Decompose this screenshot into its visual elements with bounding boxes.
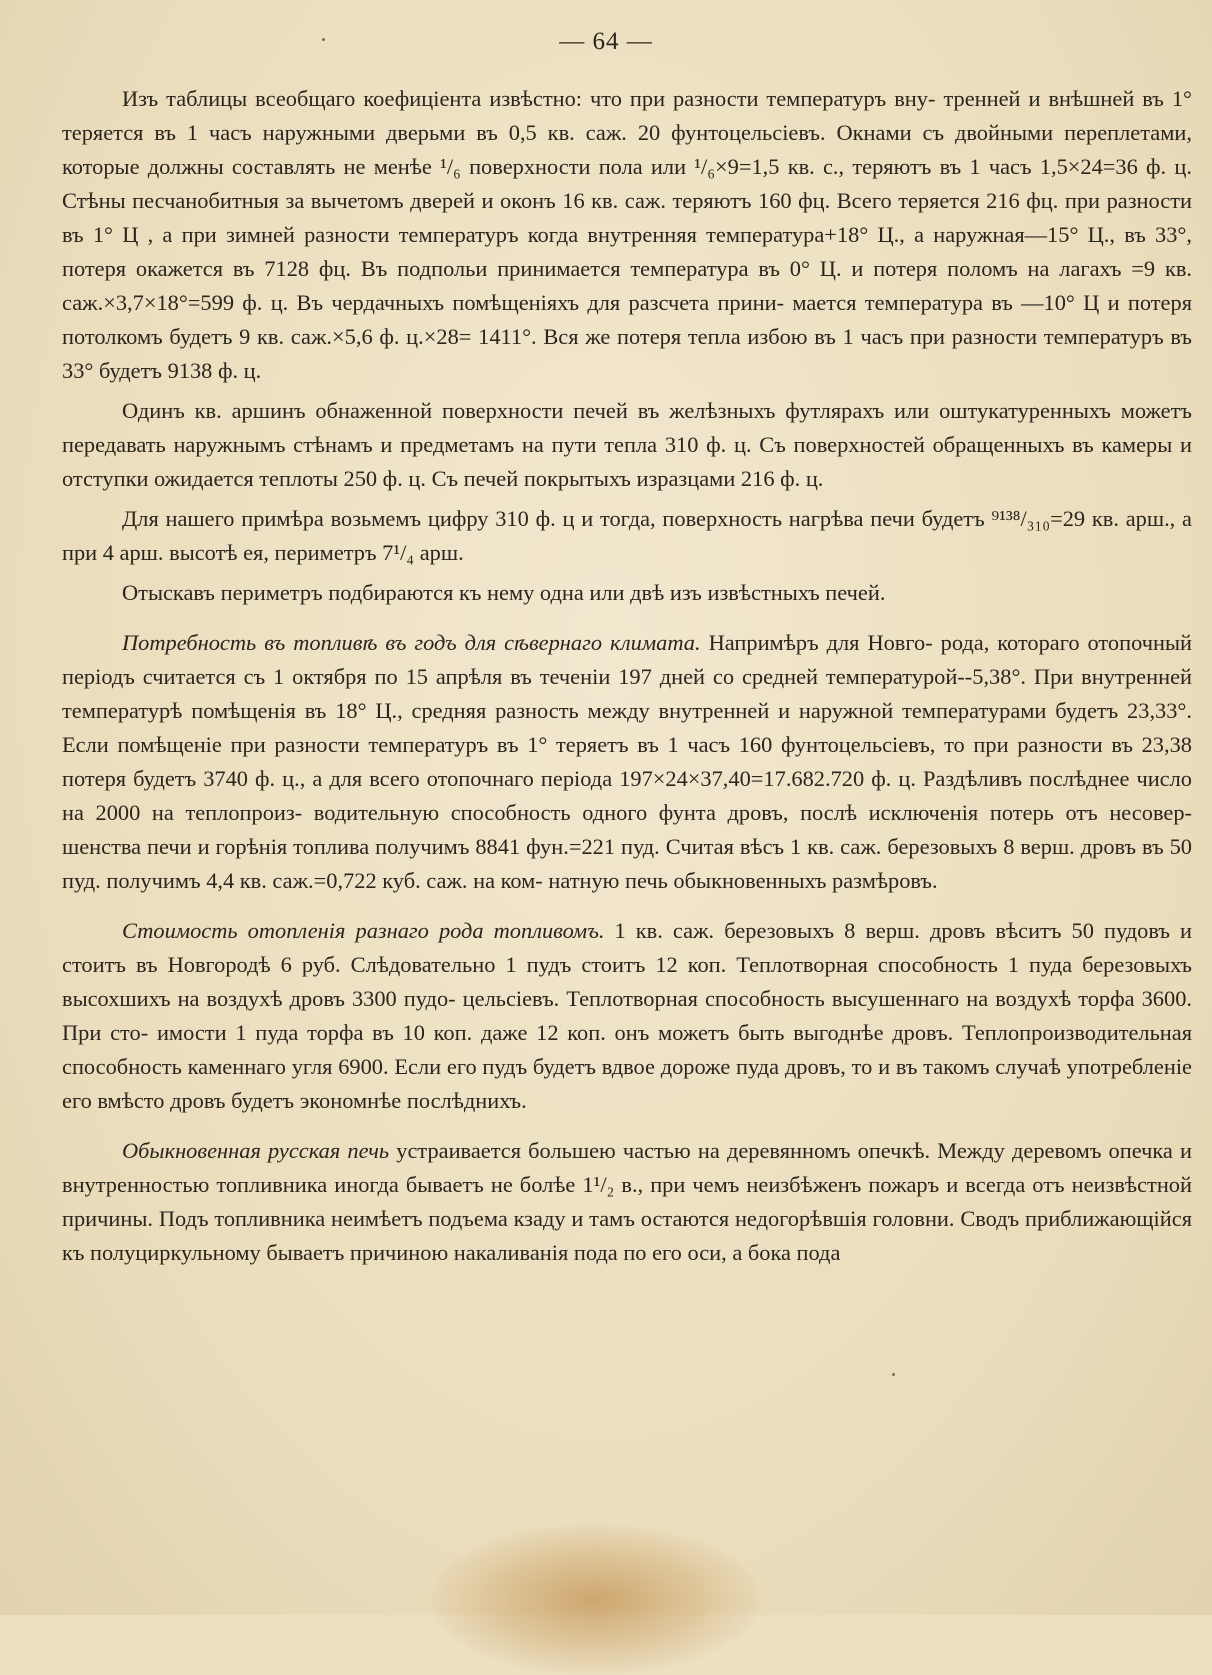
section-heading: Потребность въ топливѣ въ годъ для сѣвернаго климата. xyxy=(122,630,701,655)
paragraph-stove-surface: Одинъ кв. аршинъ обнаженной поверхности печей въ желѣзныхъ футлярахъ или оштукатуренныхъ можетъ передавать наружнымъ стѣнамъ и предметамъ на пути тепла 310 ф. ц. Съ поверхностей обращенныхъ въ камеры и отступки ожидается теплоты 250 ф. ц. Съ печей покрытыхъ изразцами 216 ф. ц. xyxy=(62,398,1192,491)
paragraph-heat-loss: Изъ таблицы всеобщаго коефиціента извѣстно: что при разности температуръ вну- тренней и внѣшней въ 1° теряется въ 1 часъ наружными дверьми въ 0,5 кв. саж. 20 фунтоцельсіевъ. Окнами съ двойными переплетами, которые должны составлять не менѣе ¹/₆ поверхности пола или ¹/₆×9=1,5 кв. с., теряютъ въ 1 часъ 1,5×24=36 ф. ц. Стѣны песчанобитныя за вычетомъ дверей и оконъ 16 кв. саж. теряютъ 160 фц. Всего теряется 216 фц. при разности въ 1° Ц , а при зимней разности температуръ когда внутренняя температура+18° Ц., а наружная—15° Ц., въ 33°, потеря окажется въ 7128 фц. Въ подпольи принимается температура въ 0° Ц. и потеря поломъ на лагахъ =9 кв. саж.×3,7×18°=599 ф. ц. Въ чердачныхъ помѣщеніяхъ для разсчета прини- мается температура въ —10° Ц и потеря потолкомъ будетъ 9 кв. саж.×5,6 ф. ц.×28= 1411°. Вся же потеря тепла избою въ 1 часъ при разности температуръ въ 33° будетъ 9138 ф. ц. xyxy=(62,86,1193,383)
paper-speck xyxy=(892,1373,895,1376)
section-heading: Обыкновенная русская печь xyxy=(122,1138,390,1163)
paragraph-russian-stove: Обыкновенная русская печь устраивается большею частью на деревянномъ опечкѣ. Между деревомъ опечка и внутренностью топливника иногда бываетъ не болѣе 1¹/₂ в., при чемъ неизбѣженъ пожаръ и всегда отъ неизвѣстной причины. Подъ топливника неимѣетъ подъема кзаду и тамъ остаются недогорѣвшія головни. Сводъ приближающійся къ полуциркульному бываетъ причиною накаливанія пода по его оси, а бока пода xyxy=(62,1138,1192,1265)
paragraph-perimeter: Отыскавъ периметръ подбираются къ нему одна или двѣ изъ извѣстныхъ печей. xyxy=(122,580,886,605)
page-number: — 64 — xyxy=(559,28,653,55)
body-text xyxy=(62,82,1192,1270)
paragraph-example: Для нашего примѣра возьмемъ цифру 310 ф. ц и тогда, поверхность нагрѣва печи будетъ ⁹¹³⁸/₃₁₀=29 кв. арш., а при 4 арш. высотѣ ея, периметръ 7¹/₄ арш. xyxy=(62,506,1192,565)
section-heading: Стоимость отопленія разнаго рода топливомъ. xyxy=(122,918,605,943)
paper-stain xyxy=(430,1525,760,1675)
paragraph-fuel-cost: Стоимость отопленія разнаго рода топливомъ. 1 кв. саж. березовыхъ 8 верш. дровъ вѣситъ 50 пудовъ и стоитъ въ Новгородѣ 6 руб. Слѣдовательно 1 пудъ стоитъ 12 коп. Теплотворная способность 1 пуда березовыхъ высохшихъ на воздухѣ дровъ 3300 пудо- цельсіевъ. Теплотворная способность высушеннаго на воздухѣ торфа 3600. При сто- имости 1 пуда торфа въ 10 коп. даже 12 коп. онъ можетъ быть выгоднѣе дровъ. Теплопроизводительная способность каменнаго угля 6900. Если его пудъ будетъ вдвое дороже пуда дровъ, то и въ такомъ случаѣ употребленіе его вмѣсто дровъ будетъ экономнѣе послѣднихъ. xyxy=(62,918,1193,1113)
paragraph-fuel-demand: Потребность въ топливѣ въ годъ для сѣвернаго климата. Напримѣръ для Новго- рода, котораго отопочный періодъ считается съ 1 октября по 15 апрѣля въ теченіи 197 дней со средней температурой--5,38°. При внутренней температурѣ помѣщенія въ 18° Ц., средняя разность между внутренней и наружной температурами будетъ 23,33°. Если помѣщеніе при разности температуръ въ 1° теряетъ въ 1 часъ 160 фунтоцельсіевъ, то при разности въ 23,38 потеря будетъ 3740 ф. ц., а для всего отопочнаго періода 197×24×37,40=17.682.720 ф. ц. Раздѣливъ послѣднее число на 2000 на теплопроиз- водительную способность одного фунта дровъ, послѣ исключенія потерь отъ несовер- шенства печи и горѣнія топлива получимъ 8841 фун.=221 пуд. Считая вѣсъ 1 кв. саж. березовыхъ 8 верш. дровъ въ 50 пуд. получимъ 4,4 кв. саж.=0,722 куб. саж. на ком- натную печь обыкновенныхъ размѣровъ. xyxy=(62,630,1192,893)
